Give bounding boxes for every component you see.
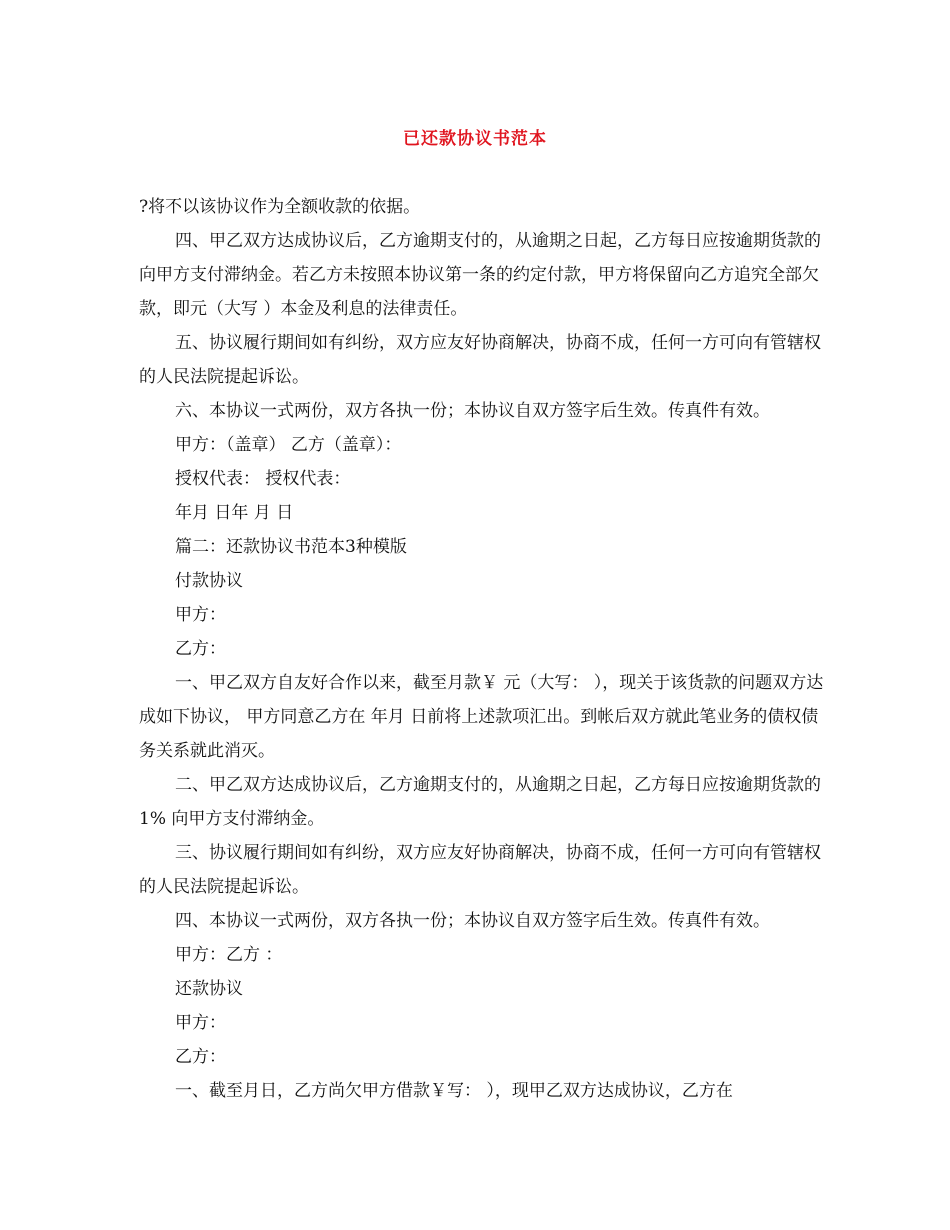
paragraph: 四、本协议一式两份，双方各执一份；本协议自双方签字后生效。传真件有效。 [175,911,770,931]
document-title: 已还款协议书范本 [403,129,547,149]
agreement-heading: 付款协议 [175,571,243,591]
party-a-line: 甲方： [175,605,226,625]
party-b-line: 乙方： [175,1047,226,1067]
agreement-heading: 还款协议 [175,979,243,999]
paragraph: 一、甲乙双方自友好合作以来，截至月款￥ 元（大写： ），现关于该货款的问题双方达成如下协议， 甲方同意乙方在 年月 日前将上述款项汇出。到帐后双方就此笔业务的债权债务关系就此消灭。 [139,673,824,761]
paragraph: 六、本协议一式两份，双方各执一份；本协议自双方签字后生效。传真件有效。 [175,401,770,421]
section-heading: 篇二：还款协议书范本3种模版 [175,537,407,557]
date-line: 年月 日年 月 日 [175,503,294,523]
paragraph: 四、甲乙双方达成协议后，乙方逾期支付的，从逾期之日起，乙方每日应按逾期货款的向甲方支付滞纳金。若乙方未按照本协议第一条的约定付款，甲方将保留向乙方追究全部欠款，即元（大写 ）本金及利息的法律责任。 [139,231,821,319]
document-body [139,190,829,1108]
paragraph: 五、协议履行期间如有纠纷，双方应友好协商解决，协商不成，任何一方可向有管辖权的人民法院提起诉讼。 [139,333,821,387]
party-a-line: 甲方： [175,1013,226,1033]
paragraph: 一、截至月日，乙方尚欠甲方借款￥写： ），现甲乙双方达成协议，乙方在 [175,1081,733,1101]
signature-line: 甲方：（盖章） 乙方（盖章）： [175,435,402,455]
signature-line: 甲方：乙方 ： [175,945,283,965]
paragraph: 二、甲乙双方达成协议后，乙方逾期支付的，从逾期之日起，乙方每日应按逾期货款的 1% 向甲方支付滞纳金。 [139,775,821,829]
paragraph: ?将不以该协议作为全额收款的依据。 [139,197,421,217]
party-b-line: 乙方： [175,639,226,659]
paragraph: 三、协议履行期间如有纠纷，双方应友好协商解决，协商不成，任何一方可向有管辖权的人民法院提起诉讼。 [139,843,821,897]
representative-line: 授权代表： 授权代表： [175,469,351,489]
